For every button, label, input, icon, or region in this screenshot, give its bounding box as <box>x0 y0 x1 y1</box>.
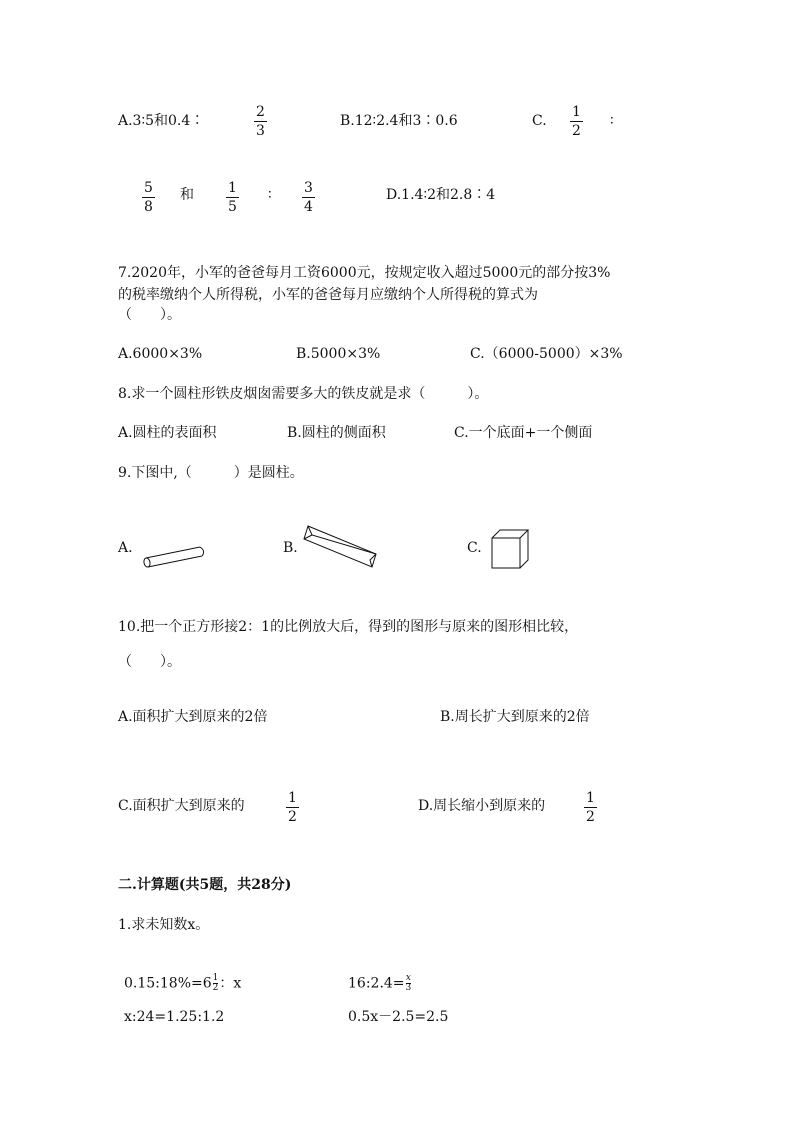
q6-option-c-fraction: 1 2 <box>572 104 581 139</box>
q6-line2-fraction-3: 3 4 <box>304 180 313 215</box>
q10-option-d[interactable]: D.周长缩小到原来的 <box>418 798 546 814</box>
q6-option-b[interactable]: B.12∶2.4和3∶0.6 <box>340 113 458 129</box>
equation-4: 0.5x－2.5=2.5 <box>348 1009 449 1025</box>
q7-stem-line1: 7.2020年，小军的爸爸每月工资6000元，按规定收入超过5000元的部分按3% <box>118 265 611 281</box>
q6-line2-fraction-2: 1 5 <box>228 180 237 215</box>
q8-option-b[interactable]: B.圆柱的侧面积 <box>287 425 386 441</box>
q9-option-a[interactable]: A. <box>118 540 133 556</box>
q10-stem: 10.把一个正方形接2：1的比例放大后，得到的图形与原来的图形相比较， <box>118 619 579 635</box>
q10-answer-blank[interactable]: （ ）。 <box>118 654 181 670</box>
q6-colon: ∶ <box>610 113 614 129</box>
q9-stem: 9.下图中,（ ）是圆柱。 <box>118 465 304 481</box>
equation-1-fraction: $\frac{1}{2}$ <box>212 973 219 993</box>
equation-2-fraction: $\frac{x}{3}$ <box>405 973 412 993</box>
q9-option-c[interactable]: C. <box>467 540 482 556</box>
q6-option-a[interactable]: A.3∶5和0.4∶ <box>118 113 205 129</box>
q6-line2-colon: ∶ <box>268 187 272 203</box>
q6-line2-fraction-1: 5 8 <box>144 180 153 215</box>
q10-option-c-fraction: 1 2 <box>288 790 297 825</box>
q7-option-a[interactable]: A.6000×3% <box>118 346 203 362</box>
section-2-title: 二.计算题(共5题，共28分) <box>118 877 292 893</box>
thin-cylinder-rod-icon <box>140 544 210 570</box>
cube-icon <box>490 528 532 570</box>
q9-option-b[interactable]: B. <box>283 540 298 556</box>
q10-option-d-fraction: 1 2 <box>586 790 595 825</box>
triangular-prism-icon <box>300 522 380 570</box>
q10-option-c[interactable]: C.面积扩大到原来的 <box>118 798 245 814</box>
q6-line2-he: 和 <box>180 187 194 203</box>
equation-1: 0.15:18%=6 $\frac{1}{2}$ ：x <box>124 973 242 993</box>
equation-3: x:24=1.25:1.2 <box>124 1009 225 1025</box>
q7-answer-blank[interactable]: （ ）。 <box>118 307 181 323</box>
equation-2: 16:2.4= $\frac{x}{3}$ <box>348 973 412 993</box>
q6-option-d[interactable]: D.1.4∶2和2.8∶4 <box>386 187 496 203</box>
q8-option-c[interactable]: C.一个底面+一个侧面 <box>454 425 593 441</box>
q8-option-a[interactable]: A.圆柱的表面积 <box>118 425 217 441</box>
section-2-q1-stem: 1.求未知数x。 <box>118 917 210 933</box>
q7-option-c[interactable]: C.（6000-5000）×3% <box>470 346 623 362</box>
q7-stem-line2: 的税率缴纳个人所得税，小军的爸爸每月应缴纳个人所得税的算式为 <box>118 287 538 303</box>
q8-stem: 8.求一个圆柱形铁皮烟囱需要多大的铁皮就是求（ ）。 <box>118 386 489 402</box>
q7-option-b[interactable]: B.5000×3% <box>296 346 381 362</box>
q6-option-c[interactable]: C. <box>532 113 547 129</box>
q10-option-a[interactable]: A.面积扩大到原来的2倍 <box>118 709 268 725</box>
q10-option-b[interactable]: B.周长扩大到原来的2倍 <box>440 709 590 725</box>
q6-option-a-fraction: 2 3 <box>256 104 265 139</box>
